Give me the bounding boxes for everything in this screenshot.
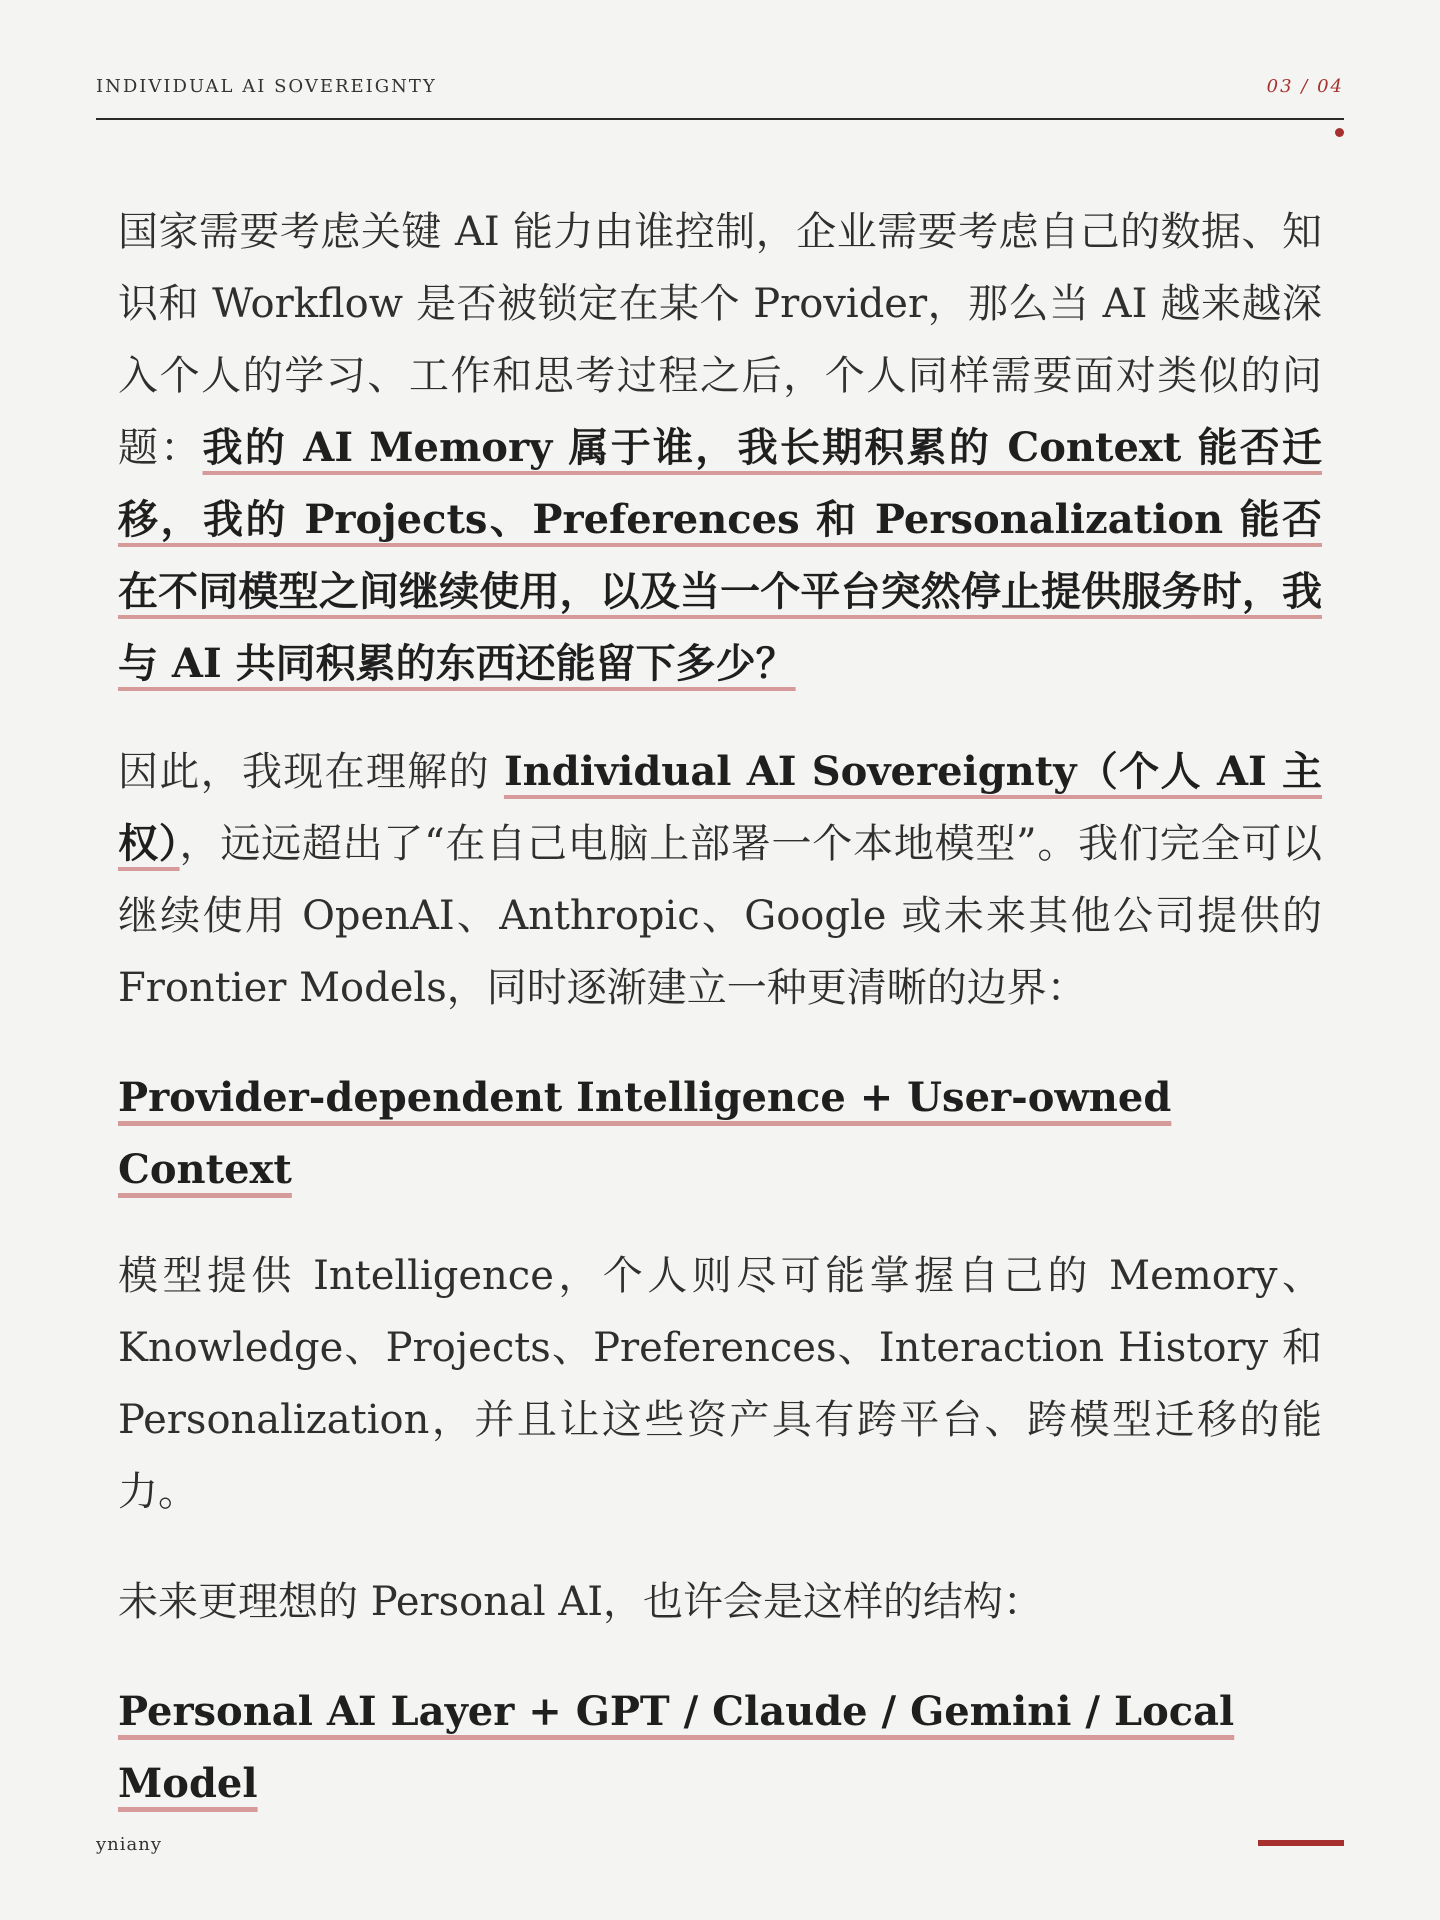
header-title: INDIVIDUAL AI SOVEREIGNTY xyxy=(96,76,437,97)
paragraph-2-lead: 因此，我现在理解的 xyxy=(118,749,504,795)
formula-1-text: Provider-dependent Intelligence + User-owned Context xyxy=(118,1074,1172,1193)
formula-2 xyxy=(118,1676,1322,1820)
paragraph-3: 模型提供 Intelligence，个人则尽可能掌握自己的 Memory、Knowledge、Projects、Preferences、Interaction History 和 Personalization，并且让这些资产具有跨平台、跨模型迁移的能力。 xyxy=(118,1253,1322,1515)
page-header xyxy=(96,76,1344,120)
formula-1 xyxy=(118,1062,1322,1206)
footer-brand: yniany xyxy=(96,1834,163,1855)
paragraph-2-emphasis: Individual AI Sovereignty（个人 AI 主权） xyxy=(118,748,1323,867)
paragraph-1-text: 国家需要考虑关键 AI 能力由谁控制，企业需要考虑自己的数据、知识和 Workflow 是否被锁定在某个 Provider，那么当 AI 越来越深入个人的学习、工作和思考过程之后，个人同样需要面对类似的问题： xyxy=(118,209,1322,471)
header-dot xyxy=(1335,128,1344,137)
paragraph-2-rest: ，远远超出了“在自己电脑上部署一个本地模型”。我们完全可以继续使用 OpenAI、Anthropic、Google 或未来其他公司提供的 Frontier Models，同时逐渐建立一种更清晰的边界： xyxy=(118,821,1322,1011)
paragraph-2 xyxy=(118,736,1322,1024)
formula-2-text: Personal AI Layer + GPT / Claude / Gemini / Local Model xyxy=(118,1688,1235,1807)
paragraph-4: 未来更理想的 Personal AI，也许会是这样的结构： xyxy=(118,1579,1044,1625)
footer-accent-bar xyxy=(1258,1840,1344,1846)
page-indicator: 03 / 04 xyxy=(1266,76,1344,97)
paragraph-1 xyxy=(118,196,1322,700)
paragraph-1-emphasis: 我的 AI Memory 属于谁，我长期积累的 Context 能否迁移，我的 Projects、Preferences 和 Personalization 能否在不同模型之间继续使用，以及当一个平台突然停止提供服务时，我与 AI 共同积累的东西还能留下多少？ xyxy=(118,424,1322,687)
article-body xyxy=(118,196,1322,1820)
